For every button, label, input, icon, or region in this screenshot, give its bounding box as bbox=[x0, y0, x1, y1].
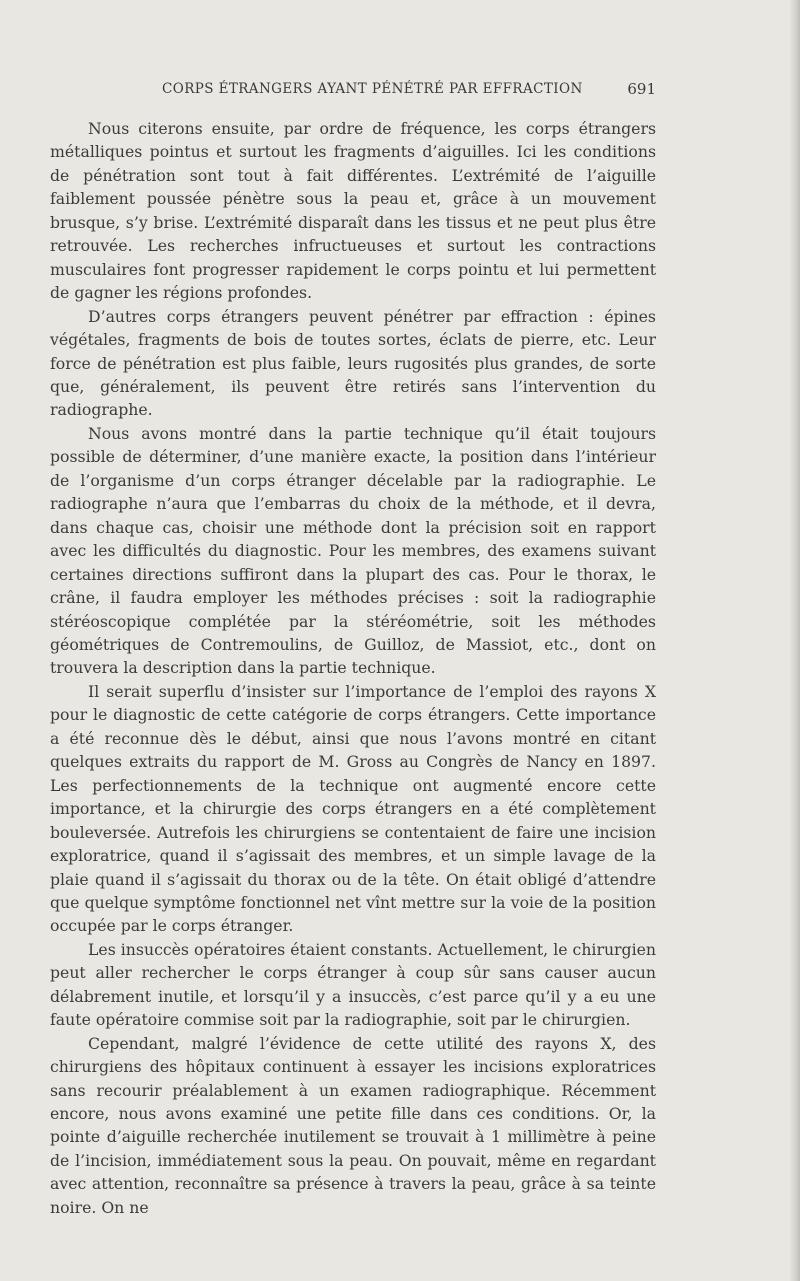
page-number: 691 bbox=[627, 80, 656, 98]
running-title: CORPS ÉTRANGERS AYANT PÉNÉTRÉ PAR EFFRACTION bbox=[162, 81, 583, 97]
body-text bbox=[50, 117, 656, 1219]
paragraph: Il serait superflu d’insister sur l’importance de l’emploi des rayons X pour le diagnostic de cette catégorie de corps étrangers. Cette importance a été reconnue dès le début, ainsi que nous l’avons montré en citant quelques extraits du rapport de M. Gross au Congrès de Nancy en 1897. Les perfectionnements de la technique ont augmenté encore cette importance, et la chirurgie des corps étrangers en a été complètement bouleversée. Autrefois les chirurgiens se contentaient de faire une incision exploratrice, quand il s’agissait des membres, et un simple lavage de la plaie quand il s’agissait du thorax ou de la tête. On était obligé d’attendre que quelque symptôme fonctionnel net vînt mettre sur la voie de la position occupée par le corps étranger. bbox=[50, 681, 656, 936]
paragraph: D’autres corps étrangers peuvent pénétrer par effraction : épines végétales, fragments de bois de toutes sortes, éclats de pierre, etc. Leur force de pénétration est plus faible, leurs rugosités plus grandes, de sorte que, généralement, ils peuvent être retirés sans l’intervention du radiographe. bbox=[50, 306, 656, 420]
page-edge-shadow bbox=[790, 0, 800, 1281]
paragraph: Les insuccès opératoires étaient constants. Actuellement, le chirurgien peut aller rechercher le corps étranger à coup sûr sans causer aucun délabrement inutile, et lorsqu’il y a insuccès, c’est parce qu’il y a eu une faute opératoire commise soit par la radiographie, soit par le chirurgien. bbox=[50, 939, 656, 1030]
paragraph: Nous avons montré dans la partie technique qu’il était toujours possible de déterminer, d’une manière exacte, la position dans l’intérieur de l’organisme d’un corps étranger décelable par la radiographie. Le radiographe n’aura que l’embarras du choix de la méthode, et il devra, dans chaque cas, choisir une méthode dont la précision soit en rapport avec les difficultés du diagnostic. Pour les membres, des examens suivant certaines directions suffiront dans la plupart des cas. Pour le thorax, le crâne, il faudra employer les méthodes précises : soit la radiographie stéréoscopique complétée par la stéréométrie, soit les méthodes géométriques de Contremoulins, de Guilloz, de Massiot, etc., dont on trouvera la description dans la partie technique. bbox=[50, 423, 656, 678]
paragraph: Nous citerons ensuite, par ordre de fréquence, les corps étrangers métalliques pointus et surtout les fragments d’aiguilles. Ici les conditions de pénétration sont tout à fait différentes. L’extrémité de l’aiguille faiblement poussée pénètre sous la peau et, grâce à un mouvement brusque, s’y brise. L’extrémité disparaît dans les tissus et ne peut plus être retrouvée. Les recherches infructueuses et surtout les contractions musculaires font progresser rapidement le corps pointu et lui permettent de gagner les régions profondes. bbox=[50, 119, 656, 303]
paragraph: Cependant, malgré l’évidence de cette utilité des rayons X, des chirurgiens des hôpitaux continuent à essayer les incisions exploratrices sans recourir préalablement à un examen radiographique. Récemment encore, nous avons examiné une petite fille dans ces conditions. Or, la pointe d’aiguille recherchée inutilement se trouvait à 1 millimètre à peine de l’incision, immédiatement sous la peau. On pouvait, même en regardant avec attention, reconnaître sa présence à travers la peau, grâce à sa teinte noire. On ne bbox=[50, 1033, 656, 1217]
page-header bbox=[56, 79, 656, 103]
